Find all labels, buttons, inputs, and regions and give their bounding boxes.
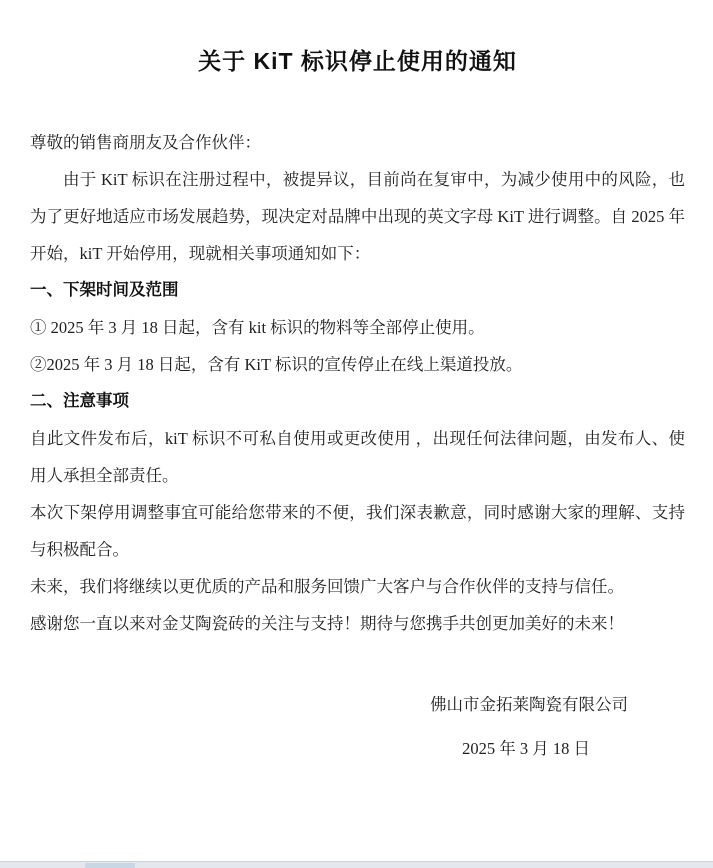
signature-date: 2025 年 3 月 18 日 — [462, 739, 590, 758]
section-1-item-2: ②2025 年 3 月 18 日起，含有 KiT 标识的宣传停止在线上渠道投放。 — [30, 355, 523, 374]
section-1-heading: 一、下架时间及范围 — [30, 281, 179, 299]
section-1-item-1: ① 2025 年 3 月 18 日起，含有 kit 标识的物料等全部停止使用。 — [30, 318, 485, 337]
section-2-paragraph-4: 感谢您一直以来对金艾陶瓷砖的关注与支持！期待与您携手共创更加美好的未来！ — [30, 614, 624, 633]
greeting-line: 尊敬的销售商朋友及合作伙伴： — [30, 133, 261, 152]
horizontal-scrollbar-track[interactable] — [0, 861, 713, 868]
section-2-paragraph-2: 本次下架停用调整事宜可能给您带来的不便，我们深表歉意，同时感谢大家的理解、支持与积极配合。 — [30, 503, 685, 559]
document-title: 关于 KiT 标识停止使用的通知 — [198, 48, 517, 74]
section-2-paragraph-1: 自此文件发布后，kiT 标识不可私自使用或更改使用 ，出现任何法律问题，由发布人、使用人承担全部责任。 — [30, 429, 685, 485]
intro-paragraph: 由于 KiT 标识在注册过程中，被提异议，目前尚在复审中，为减少使用中的风险，也为了更好地适应市场发展趋势，现决定对品牌中出现的英文字母 KiT 进行调整。自 2025 年开始，kiT 开始停用，现就相关事项通知如下： — [30, 170, 685, 263]
horizontal-scrollbar-thumb[interactable] — [85, 863, 135, 868]
section-2-paragraph-3: 未来，我们将继续以更优质的产品和服务回馈广大客户与合作伙伴的支持与信任。 — [30, 577, 624, 596]
section-2-heading: 二、注意事项 — [30, 392, 129, 410]
signature-company: 佛山市金拓莱陶瓷有限公司 — [430, 695, 628, 714]
